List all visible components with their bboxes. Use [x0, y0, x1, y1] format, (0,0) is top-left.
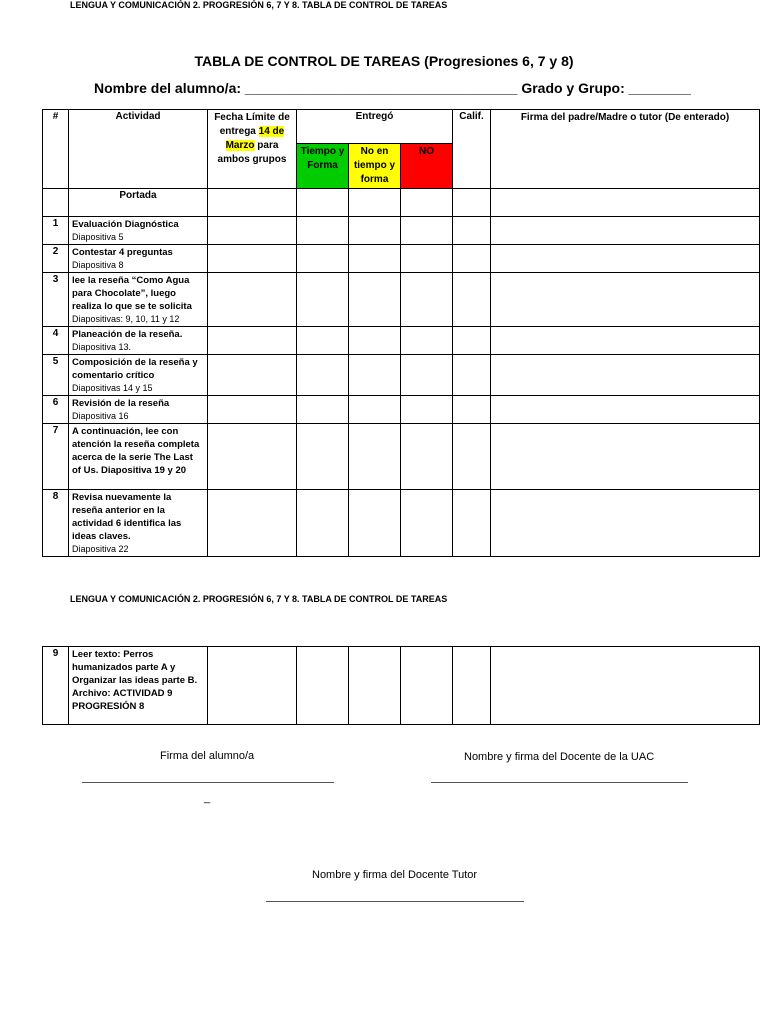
table-row [43, 647, 760, 725]
empty-cell [297, 217, 349, 245]
activity-slide-ref: Diapositivas 14 y 15 [72, 383, 153, 393]
empty-cell [208, 273, 297, 327]
dash-mark: _ [204, 792, 211, 804]
empty-cell [453, 245, 491, 273]
activity-slide-ref: Diapositiva 16 [72, 411, 129, 421]
empty-cell [349, 490, 401, 557]
header-activity: Actividad [69, 110, 208, 189]
activity-slide-ref: Diapositiva 22 [72, 544, 129, 554]
tutor-signature-line [266, 901, 524, 902]
empty-cell [208, 355, 297, 396]
empty-cell [208, 217, 297, 245]
table-row [43, 327, 760, 355]
empty-cell [453, 327, 491, 355]
empty-cell [297, 490, 349, 557]
student-name-line: Nombre del alumno/a: ___________________________________ Grado y Grupo: ________ [94, 80, 691, 96]
table-row [43, 396, 760, 424]
table-row [43, 424, 760, 490]
row-number: 5 [43, 355, 69, 396]
empty-cell [401, 327, 453, 355]
cover-label: Portada [69, 189, 208, 217]
empty-cell [491, 217, 760, 245]
activity-cell [69, 490, 208, 557]
activity-title: Revisión de la reseña [72, 398, 170, 409]
empty-cell [491, 273, 760, 327]
empty-cell [401, 273, 453, 327]
activity-title: Revisa nuevamente la reseña anterior en la actividad 6 identifica las ideas claves. [72, 492, 182, 542]
empty-cell [401, 396, 453, 424]
activity-title: Evaluación Diagnóstica [72, 219, 179, 230]
page-title: TABLA DE CONTROL DE TAREAS (Progresiones 6, 7 y 8) [194, 53, 574, 69]
row-number: 6 [43, 396, 69, 424]
table-row [43, 245, 760, 273]
activity-title: Contestar 4 preguntas [72, 247, 173, 258]
activity-cell [69, 327, 208, 355]
activity-slide-ref: Diapositiva 8 [72, 260, 124, 270]
empty-cell [297, 327, 349, 355]
header-not-on-time: No en tiempo y forma [349, 144, 401, 189]
header-no: NO [401, 144, 453, 189]
empty-cell [491, 396, 760, 424]
row-number: 7 [43, 424, 69, 490]
empty-cell [349, 396, 401, 424]
empty-cell [401, 217, 453, 245]
activity-cell [69, 217, 208, 245]
empty-cell [453, 396, 491, 424]
empty-cell [349, 424, 401, 490]
task-control-table [42, 109, 760, 557]
empty-cell [453, 273, 491, 327]
activity-cell [69, 424, 208, 490]
empty-cell [349, 355, 401, 396]
empty-cell [401, 355, 453, 396]
table-row-cover [43, 189, 760, 217]
header-delivered: Entregó [297, 110, 453, 144]
teacher-uac-signature-label: Nombre y firma del Docente de la UAC [464, 751, 655, 763]
empty-cell [297, 355, 349, 396]
activity-cell [69, 273, 208, 327]
activity-title: Composición de la reseña y comentario crítico [72, 357, 198, 381]
row-number: 9 [43, 647, 69, 725]
running-header-2: LENGUA Y COMUNICACIÓN 2. PROGRESIÓN 6, 7 Y 8. TABLA DE CONTROL DE TAREAS [70, 594, 448, 604]
empty-cell [491, 490, 760, 557]
activity-slide-ref: Diapositiva 5 [72, 232, 124, 242]
student-signature-label: Firma del alumno/a [160, 750, 255, 762]
empty-cell [208, 396, 297, 424]
table-row [43, 490, 760, 557]
empty-cell [491, 327, 760, 355]
activity-title: A continuación, lee con atención la reseña completa acerca de la serie The Last of Us. Diapositiva 19 y 20 [72, 426, 200, 476]
header-num: # [43, 110, 69, 189]
empty-cell [297, 245, 349, 273]
activity-cell: Leer texto: Perros humanizados parte A y Organizar las ideas parte B. Archivo: ACTIVIDAD 9 PROGRESIÓN 8 [69, 647, 208, 725]
teacher-uac-signature-line [431, 782, 688, 783]
row-number: 2 [43, 245, 69, 273]
empty-cell [453, 490, 491, 557]
empty-cell [349, 217, 401, 245]
empty-cell [401, 424, 453, 490]
empty-cell [208, 490, 297, 557]
empty-cell [401, 245, 453, 273]
header-grade: Calif. [453, 110, 491, 189]
empty-cell [349, 273, 401, 327]
empty-cell [453, 424, 491, 490]
activity-cell [69, 245, 208, 273]
empty-cell [297, 273, 349, 327]
table-row [43, 217, 760, 245]
activity-title: lee la reseña “Como Agua para Chocolate”, luego realiza lo que se te solicita [72, 275, 192, 312]
task-control-table-continued [42, 646, 760, 725]
empty-cell [453, 355, 491, 396]
table-row [43, 355, 760, 396]
running-header: LENGUA Y COMUNICACIÓN 2. PROGRESIÓN 6, 7 Y 8. TABLA DE CONTROL DE TAREAS [70, 0, 448, 10]
deadline-date-highlight: 14 de Marzo [225, 126, 285, 151]
header-deadline: Fecha Límite de entrega 14 de Marzo para ambos grupos [208, 110, 297, 189]
row-number: 1 [43, 217, 69, 245]
empty-cell [349, 245, 401, 273]
empty-cell [208, 245, 297, 273]
empty-cell [453, 217, 491, 245]
activity-cell [69, 396, 208, 424]
empty-cell [208, 424, 297, 490]
header-on-time: Tiempo y Forma [297, 144, 349, 189]
activity-slide-ref: Diapositiva 13. [72, 342, 132, 352]
header-signature: Firma del padre/Madre o tutor (De enterado) [491, 110, 760, 189]
activity-slide-ref: Diapositivas: 9, 10, 11 y 12 [72, 314, 180, 324]
row-number: 4 [43, 327, 69, 355]
empty-cell [349, 327, 401, 355]
empty-cell [491, 355, 760, 396]
table-row [43, 273, 760, 327]
activity-title: Planeación de la reseña. [72, 329, 183, 340]
activity-cell [69, 355, 208, 396]
empty-cell [208, 327, 297, 355]
tutor-signature-label: Nombre y firma del Docente Tutor [312, 869, 478, 881]
empty-cell [297, 424, 349, 490]
empty-cell [401, 490, 453, 557]
empty-cell [297, 396, 349, 424]
row-number: 3 [43, 273, 69, 327]
empty-cell [491, 424, 760, 490]
empty-cell [491, 245, 760, 273]
row-number: 8 [43, 490, 69, 557]
student-signature-line [82, 782, 334, 783]
